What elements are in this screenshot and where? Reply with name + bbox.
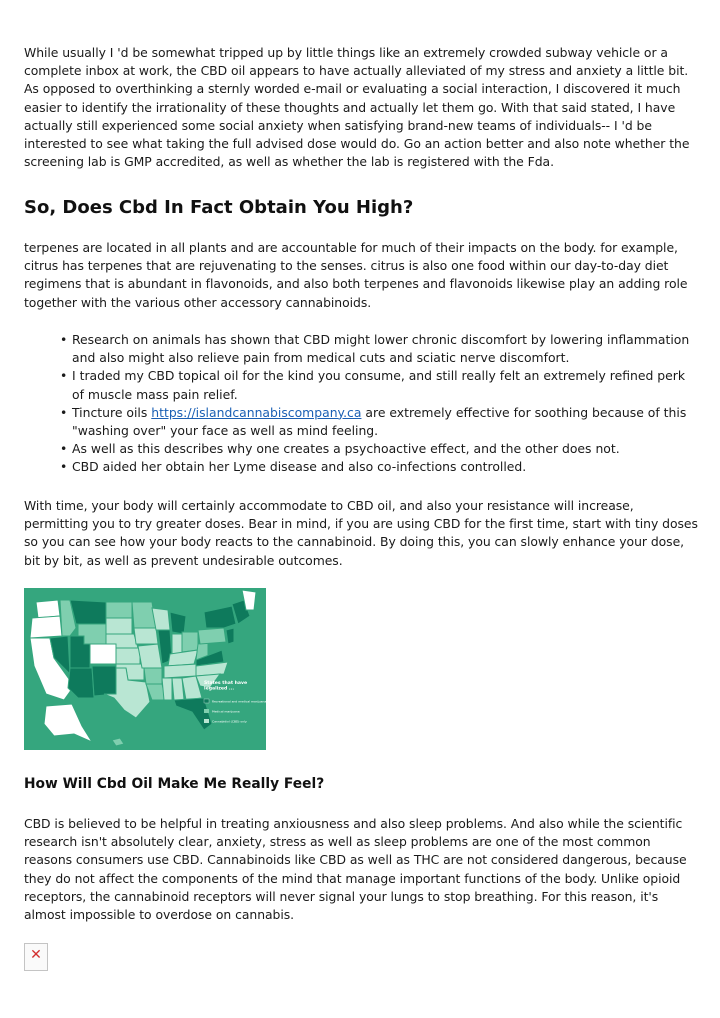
islandcannabis-link[interactable]: https://islandcannabiscompany.ca bbox=[151, 404, 362, 420]
us-map-graphic bbox=[24, 588, 266, 750]
list-item: • Research on animals has shown that CBD might lower chronic discomfort by lowering inflammation and also might also relieve pain from medical cuts and sciatic nerve discomfort. bbox=[60, 331, 700, 367]
state-montana bbox=[70, 600, 106, 624]
state-mississippi bbox=[162, 678, 172, 700]
state-colorado bbox=[90, 644, 116, 664]
list-item: • CBD aided her obtain her Lyme disease and also co-infections controlled. bbox=[60, 458, 700, 476]
state-oregon bbox=[30, 616, 62, 638]
tolerance-paragraph: With time, your body will certainly accommodate to CBD oil, and also your resistance will increase, permitting you to try greater doses. Bear in mind, if you are using CBD for the first time, start with tiny doses so you can see how your body reacts to the cannabinoid. By doing this, you can slowly enhance your dose, bit by bit, as well as prevent undesirable outcomes. bbox=[24, 498, 698, 568]
legend-label-recreational: Recreational and medical marijuana bbox=[212, 699, 266, 704]
legend-swatch-cbd-only bbox=[204, 719, 209, 723]
legend-swatch-recreational bbox=[204, 699, 209, 703]
state-pennsylvania bbox=[198, 628, 226, 644]
state-arizona bbox=[68, 668, 94, 698]
state-tennessee bbox=[164, 664, 198, 678]
state-new-mexico bbox=[92, 666, 116, 696]
state-south-dakota bbox=[106, 618, 132, 634]
legend-label-medical: Medical marijuana bbox=[212, 709, 240, 714]
benefits-list bbox=[60, 331, 700, 477]
legend-title-line1: States that have bbox=[204, 681, 248, 686]
list-item: • As well as this describes why one creates a psychoactive effect, and the other does not. bbox=[60, 440, 700, 458]
state-missouri bbox=[138, 644, 162, 668]
terpenes-paragraph: terpenes are located in all plants and are accountable for much of their impacts on the body. for example, citrus has terpenes that are rejuvenating to the senses. citrus is also one food within our day-to-day diet regimens that is abundant in flavonoids, and also both terpenes and flavonoids likewise play an adding role together with the various other accessory cannabinoids. bbox=[24, 240, 688, 310]
state-arkansas bbox=[144, 668, 162, 684]
section-heading-feel: How Will Cbd Oil Make Me Really Feel? bbox=[24, 776, 325, 792]
state-iowa bbox=[134, 628, 158, 644]
section-heading-high: So, Does Cbd In Fact Obtain You High? bbox=[24, 197, 414, 218]
list-item bbox=[60, 404, 700, 440]
legend-swatch-medical bbox=[204, 709, 209, 713]
state-new-york bbox=[204, 606, 236, 628]
list-item-text: Tincture oils bbox=[72, 404, 152, 420]
state-north-dakota bbox=[106, 602, 132, 618]
broken-image-icon: ✕ bbox=[30, 947, 42, 963]
state-minnesota bbox=[132, 602, 156, 628]
list-item-text: are extremely effective for soothing because of this "washing over" your face as well as mind feeling. bbox=[72, 404, 687, 439]
state-hawaii bbox=[112, 738, 124, 746]
list-item: • I traded my CBD topical oil for the kind you consume, and still really felt an extremely refined perk of muscle mass pain relief. bbox=[60, 367, 700, 403]
legend-title bbox=[204, 680, 249, 691]
intro-paragraph: While usually I 'd be somewhat tripped up by little things like an extremely crowded subway vehicle or a complete inbox at work, the CBD oil appears to have actually alleviated of my stress and anxiety a little bit. As opposed to overthinking a sternly worded e-mail or evaluating a social interaction, I discovered it much easier to identify the irrationality of these thoughts and actually let them go. With that said stated, I have actually still experienced some social anxiety when satisfying brand-new teams of individuals-- I 'd be interested to see what taking the full advised dose would do. Go an action better and also note whether the screening lab is GMP accredited, as well as whether the lab is registered with the Fda. bbox=[24, 45, 690, 170]
feel-paragraph: CBD is believed to be helpful in treating anxiousness and also sleep problems. And also while the scientific research isn't absolutely clear, anxiety, stress as well as sleep problems are one of the most common reasons consumers use CBD. Cannabinoids like CBD as well as THC are not considered dangerous, because they do not affect the components of the mind that manage important functions of the body. Unlike opioid receptors, the cannabinoid receptors will never signal your lungs to stop breathing. For this reason, it's almost impossible to overdose on cannabis. bbox=[24, 816, 687, 923]
broken-image bbox=[24, 943, 48, 971]
state-kansas bbox=[116, 648, 140, 664]
state-michigan bbox=[170, 612, 186, 634]
legend-title-line2: legalized ... bbox=[204, 686, 235, 692]
legend-label-cbd-only: Cannabidiol (CBD) only bbox=[212, 719, 247, 724]
state-alaska bbox=[44, 704, 92, 742]
state-ohio bbox=[182, 632, 198, 652]
us-legalization-map bbox=[24, 588, 266, 750]
state-new-jersey bbox=[226, 628, 234, 644]
state-washington bbox=[36, 600, 60, 618]
